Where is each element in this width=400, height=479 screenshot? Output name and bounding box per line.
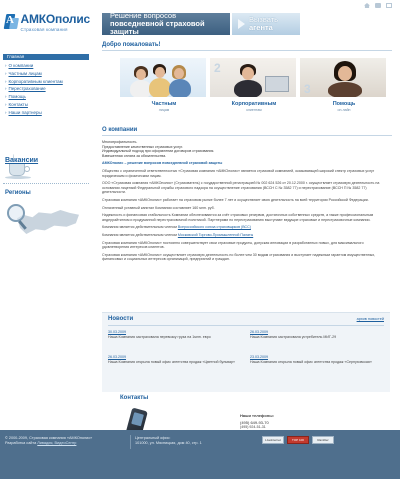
call-agent-line2: агента bbox=[249, 23, 273, 32]
intro-line: Предоставление качественных страховых услуг. bbox=[102, 144, 183, 149]
news-date[interactable]: 23.03.2009 bbox=[250, 355, 268, 359]
phones-label: Наши телефоны: bbox=[240, 413, 274, 418]
header bbox=[0, 0, 400, 40]
card-image-corporate bbox=[210, 58, 296, 97]
news-text: Наша Компания застраховала устребитель МИГ-29 bbox=[250, 335, 337, 339]
divider bbox=[3, 183, 89, 184]
intro-line: Индивидуальный подход при оформлении договоров страхования. bbox=[102, 149, 215, 154]
slogan-line2: повседневной страховой защиты bbox=[110, 19, 205, 36]
divider bbox=[102, 50, 392, 51]
service-cards bbox=[119, 58, 389, 114]
counter-badge[interactable]: LiveInternet bbox=[262, 436, 284, 444]
nav-item-about[interactable]: › О компании bbox=[10, 62, 63, 70]
about-slogan: АМКОполис – решение вопросов повседневной страховой защиты bbox=[102, 161, 223, 166]
about-intro bbox=[102, 140, 390, 158]
card-number: 2 bbox=[214, 61, 221, 75]
card-label-help: Помощь bbox=[332, 101, 356, 107]
arrow-right-icon bbox=[238, 19, 245, 29]
regions-map[interactable] bbox=[5, 202, 85, 235]
about-paragraph: Страховая компания «АМКОполис» осуществляет страховую деятельность по более чем 30 видам страхования и выступает надежным гарантом имущественных, финансовых и социальных интересов организаций, предприятий и граждан. bbox=[102, 252, 376, 262]
card-image-help bbox=[300, 58, 386, 97]
news-text: Наша Компания открыла новый офис агентства продаж «Серпуховская» bbox=[250, 360, 372, 364]
card-sub-corporate: клиентам bbox=[246, 108, 262, 112]
news-text: Наша Компания застраховала перевозку груза на 1млн. евро bbox=[108, 335, 211, 339]
footer-copyright bbox=[5, 436, 125, 446]
nav-item-home[interactable]: Главная bbox=[3, 54, 89, 60]
card-sub-individuals: лицам bbox=[158, 108, 170, 112]
phone-main: (495) 649-93-70 bbox=[240, 420, 269, 425]
magnifier-icon bbox=[7, 204, 25, 222]
nav-item-corporate[interactable]: › Корпоративным клиентам bbox=[10, 78, 63, 86]
home-icon[interactable] bbox=[364, 3, 370, 8]
counter-badge[interactable]: TOP 100 bbox=[287, 436, 309, 444]
regions-heading: Регионы bbox=[5, 190, 31, 196]
card-image-individuals bbox=[120, 58, 206, 97]
about-paragraph: Надежность и финансовая стабильность Компании обеспечиваются за счёт страховых резервов, достаточных собственных средств, а также профессиональным андеррайтингом и продуманной перестраховочной политикой. Партнерами по перестрахованию выступают ведущие страховые и перестраховочные компании. bbox=[102, 213, 374, 222]
counters bbox=[262, 436, 334, 444]
counter-badge[interactable]: Rambler bbox=[312, 436, 334, 444]
news-text: Наша Компания открыла новый офис агентства продаж «Цветной бульвар» bbox=[108, 360, 236, 364]
logo-name: АМКОполис bbox=[20, 11, 90, 26]
logo-icon: A bbox=[5, 12, 18, 32]
news-date[interactable]: 30.03.2009 bbox=[108, 330, 126, 334]
slogan-banner bbox=[102, 13, 230, 35]
office-label: Центральный офис: bbox=[135, 436, 171, 440]
phone-number: (495) 924-51-31 bbox=[240, 425, 266, 429]
nav-item-individuals[interactable]: › Частным лицам bbox=[10, 70, 63, 78]
news-heading: Новости bbox=[108, 316, 134, 322]
copyright-text: © 2000-2009, Страховая компания «АМКОполис» bbox=[5, 436, 93, 440]
divider bbox=[102, 135, 392, 136]
top-icons bbox=[364, 3, 392, 8]
nav-item-contacts[interactable]: › Контакты bbox=[10, 101, 63, 109]
call-agent-line1: Вызвать bbox=[249, 15, 279, 24]
sitemap-icon[interactable] bbox=[386, 3, 392, 8]
developer-link[interactable]: Ливадия, ВидеоСентр bbox=[37, 441, 77, 445]
developer-text: Разработка сайта bbox=[5, 441, 38, 445]
card-help[interactable] bbox=[299, 58, 389, 114]
office-address: 101000, ул. Мясницкая, дом 40, стр. 1 bbox=[135, 441, 202, 445]
chamber-link[interactable]: Московской Торгово-Промышленной Палаты bbox=[177, 232, 254, 237]
about-paragraph bbox=[102, 225, 390, 230]
footer bbox=[0, 430, 400, 479]
developer-line bbox=[5, 441, 125, 446]
about-paragraph: Страховая компания «АМКОполис» постоянно совершенствует свои страховые продукты, допуская инновации в разработанных новых, для максимального удовлетворения интересов клиентов. bbox=[102, 240, 364, 250]
contacts-heading: Контакты bbox=[120, 395, 149, 401]
vss-link[interactable]: Всероссийского союза страховщиков (ВСС) bbox=[177, 225, 251, 230]
main-content bbox=[102, 40, 392, 429]
call-agent-button[interactable] bbox=[232, 13, 300, 35]
intro-line: Взвешенная оплата за обязательства. bbox=[102, 153, 167, 158]
card-individuals[interactable] bbox=[119, 58, 209, 114]
about-paragraph: Общество с ограниченной ответственностью «Страховая компания «АМКОполис» является страховой компанией, оказывающей широкий спектр страховых услуг юридическим и физическим лицам. bbox=[102, 168, 375, 178]
about-paragraph: Страховая компания «АМКОполис» работает на страховом рынке более 7 лет и осуществляет свою деятельность на всей территории Российской Федерации. bbox=[102, 197, 369, 202]
intro-line: Многопрофильность. bbox=[102, 140, 138, 144]
welcome-heading: Добро пожаловать! bbox=[102, 42, 161, 48]
divider bbox=[130, 435, 131, 449]
russia-map-shape bbox=[17, 210, 79, 234]
about-paragraph bbox=[102, 233, 390, 238]
card-sub-help: он-лайн bbox=[337, 108, 351, 112]
company-logo[interactable] bbox=[5, 10, 90, 34]
card-label-corporate: Корпоративным bbox=[231, 101, 277, 107]
logo-subtitle: Страховая компания bbox=[20, 26, 68, 32]
card-number: 3 bbox=[304, 82, 311, 96]
nav-item-reinsurance[interactable]: › Перестрахование bbox=[10, 85, 63, 93]
news-archive-link[interactable]: архив новостей bbox=[356, 317, 384, 321]
slogan-line1: Решение вопросов bbox=[110, 11, 177, 20]
news-item bbox=[108, 330, 238, 340]
about-heading: О компании bbox=[102, 127, 138, 133]
mail-icon[interactable] bbox=[375, 3, 381, 8]
sidebar bbox=[0, 40, 90, 425]
card-label-individuals: Частным bbox=[151, 101, 177, 107]
about-text bbox=[102, 140, 390, 265]
about-paragraph: ООО «Страховая компания «АМКОполис» (Страхователь) с государственной регистрацией № 002 624 526 от 20.12.2000 г. осуществляет страховую деятельность на основании лицензий Федеральной службы страхового надзора на осуществление страхования (ВССН С № 3582 77) и перестрахование (ВССН П № 3582 77) деятельности. bbox=[102, 181, 380, 195]
divider bbox=[108, 325, 384, 326]
about-paragraph: Оплаченный уставный капитал Компании составляет 160 млн. руб. bbox=[102, 205, 215, 210]
footer-office bbox=[135, 436, 255, 446]
nav-item-partners[interactable]: › Наши партнеры bbox=[10, 109, 63, 117]
nav-list bbox=[10, 62, 63, 117]
news-date[interactable]: 26.03.2009 bbox=[108, 355, 126, 359]
paragraph-text: Компания является действительным членом bbox=[102, 225, 178, 230]
news-item bbox=[108, 355, 238, 365]
news-date[interactable]: 26.03.2009 bbox=[250, 330, 268, 334]
vacancies-link[interactable]: Вакансии bbox=[5, 157, 39, 164]
news-block bbox=[102, 312, 390, 392]
news-item bbox=[250, 355, 380, 365]
nav-item-help[interactable]: › Помощь bbox=[10, 93, 63, 101]
news-item bbox=[250, 330, 380, 340]
card-corporate[interactable] bbox=[209, 58, 299, 114]
paragraph-text: Компания является действительным членом bbox=[102, 232, 178, 237]
